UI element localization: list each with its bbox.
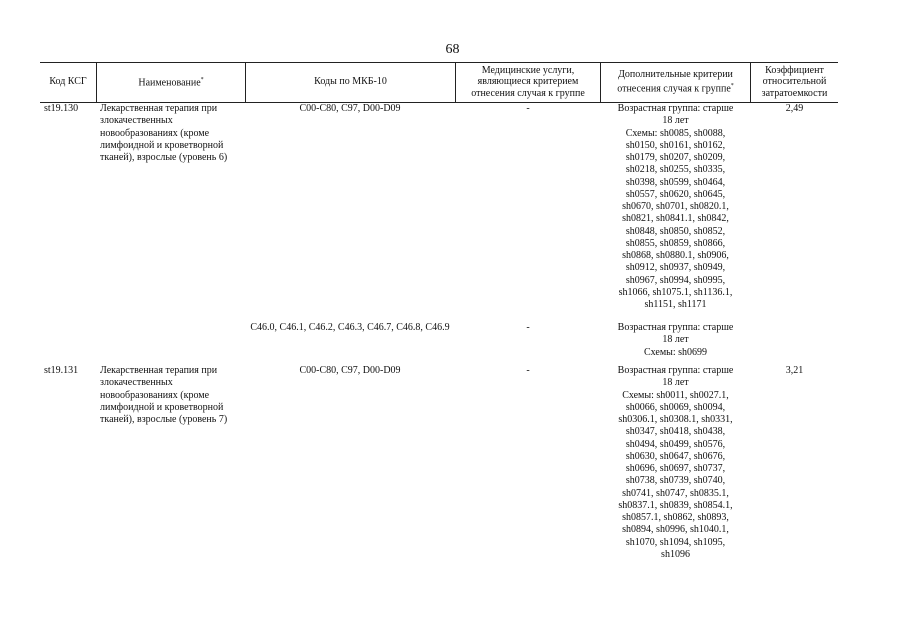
criteria-line: 18 лет	[662, 115, 689, 127]
header-icd	[246, 63, 455, 101]
header-name-mark: *	[200, 77, 204, 84]
row-coef: 2,49	[785, 103, 804, 114]
criteria-line: sh0494, sh0499, sh0576,	[625, 438, 726, 450]
header-name	[97, 63, 245, 101]
criteria-line: sh0912, sh0937, sh0949,	[625, 262, 726, 274]
row-name: Лекарственная терапия при злокачественных новообразованиях (кроме лимфоидной и кроветворной тканей), взрослые (уровень 7)	[100, 365, 228, 425]
row-services: -	[526, 365, 530, 376]
criteria-line: sh0347, sh0418, sh0438,	[625, 426, 726, 438]
criteria-line: sh0868, sh0880.1, sh0906,	[622, 250, 729, 261]
header-coef-label: Коэффициент относительной затратоемкости	[761, 64, 828, 99]
row-services: -	[526, 103, 530, 114]
row-coef: 3,21	[785, 365, 804, 376]
row-criteria	[601, 103, 750, 311]
criteria-line: sh1096	[661, 548, 690, 560]
criteria-line: sh1151, sh1171	[644, 299, 707, 310]
criteria-line: sh0670, sh0701, sh0820.1,	[622, 201, 729, 212]
criteria-line: sh0179, sh0207, sh0209,	[625, 152, 726, 163]
page-number: 68	[445, 42, 460, 57]
header-name-label: Наименование	[138, 77, 201, 89]
criteria-line: Схемы: sh0085, sh0088,	[625, 127, 726, 139]
criteria-line: sh0848, sh0850, sh0852,	[625, 225, 726, 237]
row-icd: C00-C80, C97, D00-D09	[299, 365, 401, 376]
criteria-line: sh0218, sh0255, sh0335,	[625, 164, 726, 176]
header-services-label: Медицинские услуги, являющиеся критерием отнесения случая к группе	[471, 64, 585, 99]
criteria-line: sh0150, sh0161, sh0162,	[625, 139, 726, 151]
criteria-line: sh0857.1, sh0862, sh0893,	[622, 512, 729, 523]
criteria-line: sh0855, sh0859, sh0866,	[625, 237, 726, 249]
header-code	[40, 63, 96, 101]
criteria-line: sh0696, sh0697, sh0737,	[625, 463, 726, 474]
row-services: -	[526, 322, 530, 333]
header-criteria-label: Дополнительные критерии отнесения случая к группе	[617, 69, 733, 95]
criteria-line: sh0066, sh0069, sh0094,	[625, 401, 726, 413]
criteria-line: sh0738, sh0739, sh0740,	[625, 475, 726, 487]
criteria-line: sh0630, sh0647, sh0676,	[625, 450, 726, 462]
criteria-line: sh0821, sh0841.1, sh0842,	[622, 213, 729, 225]
row-criteria	[601, 365, 750, 561]
criteria-line: sh0967, sh0994, sh0995,	[625, 274, 726, 286]
criteria-line: sh0557, sh0620, sh0645,	[625, 188, 726, 200]
criteria-line: sh0306.1, sh0308.1, sh0331,	[618, 414, 733, 425]
header-icd-label: Коды по МКБ-10	[314, 76, 387, 88]
criteria-line: sh1070, sh1094, sh1095,	[625, 536, 726, 548]
criteria-line: Схемы: sh0699	[643, 346, 708, 358]
header-criteria	[601, 63, 750, 101]
criteria-line: 18 лет	[662, 334, 689, 346]
row-code: st19.130	[44, 103, 79, 114]
header-code-label: Код КСГ	[49, 76, 87, 88]
criteria-line: Возрастная группа: старше	[617, 365, 734, 376]
row-icd: C00-C80, C97, D00-D09	[299, 103, 401, 114]
criteria-line: sh0894, sh0996, sh1040.1,	[622, 524, 729, 536]
criteria-line: 18 лет	[662, 377, 689, 389]
criteria-line: sh0398, sh0599, sh0464,	[625, 176, 726, 188]
header-coef	[751, 63, 838, 101]
criteria-line: sh0837.1, sh0839, sh0854.1,	[618, 499, 733, 511]
criteria-line: sh1066, sh1075.1, sh1136.1,	[618, 286, 733, 298]
criteria-line: Возрастная группа: старше	[617, 322, 734, 333]
criteria-line: Возрастная группа: старше	[617, 103, 734, 114]
row-code: st19.131	[44, 365, 79, 376]
criteria-line: Схемы: sh0011, sh0027.1,	[622, 389, 729, 401]
row-icd: C46.0, C46.1, C46.2, C46.3, C46.7, C46.8, C46.9	[250, 322, 450, 333]
criteria-line: sh0741, sh0747, sh0835.1,	[622, 487, 729, 499]
row-criteria	[601, 322, 750, 359]
row-name: Лекарственная терапия при злокачественных новообразованиях (кроме лимфоидной и кроветворной тканей), взрослые (уровень 6)	[100, 103, 228, 163]
header-services	[456, 63, 600, 101]
header-criteria-mark: *	[730, 82, 734, 89]
